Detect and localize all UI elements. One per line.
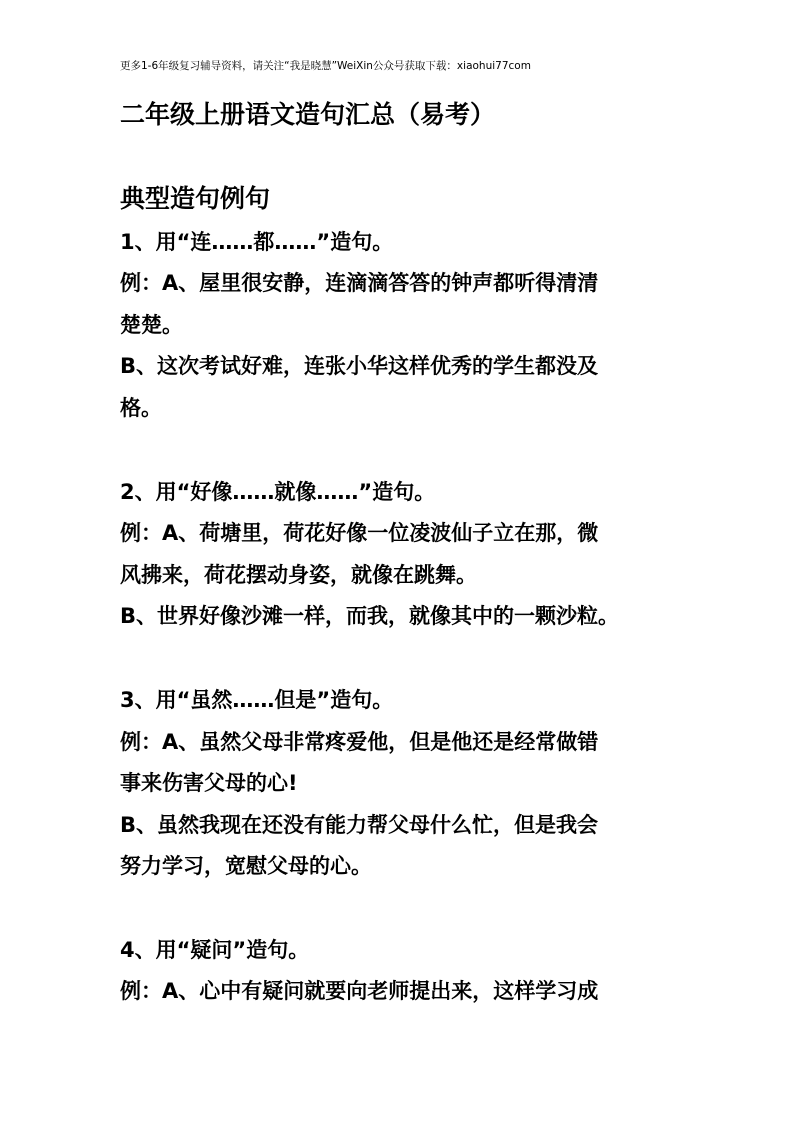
item-3-prompt: 3、用“虽然……但是”造句。 (120, 688, 394, 712)
item-3-example-a-line-1: 例：A、虽然父母非常疼爱他，但是他还是经常做错 (120, 730, 599, 754)
item-2-example-a-line-1: 例：A、荷塘里，荷花好像一位凌波仙子立在那，微 (120, 521, 599, 545)
section-heading: 典型造句例句 (120, 184, 271, 213)
item-2-prompt: 2、用“好像……就像……”造句。 (120, 480, 436, 504)
item-3-example-b-line-1: B、虽然我现在还没有能力帮父母什么忙，但是我会 (120, 813, 599, 837)
item-4-example-a-line-1: 例：A、心中有疑问就要向老师提出来，这样学习成 (120, 979, 599, 1003)
item-4-prompt: 4、用“疑问”造句。 (120, 938, 310, 962)
item-1-example-b-line-1: B、这次考试好难，连张小华这样优秀的学生都没及 (120, 354, 599, 378)
item-3-example-b-line-2: 努力学习，宽慰父母的心。 (120, 854, 372, 878)
item-2-example-a-line-2: 风拂来，荷花摆动身姿，就像在跳舞。 (120, 563, 477, 587)
item-3-example-a-line-2: 事来伤害父母的心! (120, 771, 298, 795)
item-1-example-a-line-2: 楚楚。 (120, 313, 183, 337)
document-title: 二年级上册语文造句汇总（易考） (120, 100, 496, 129)
item-2-example-b-line-1: B、世界好像沙滩一样，而我，就像其中的一颗沙粒。 (120, 604, 620, 628)
header-note: 更多1-6年级复习辅导资料，请关注“我是晓慧”WeiXin公众号获取下载：xiaohui77com (120, 60, 531, 72)
item-1-prompt: 1、用“连……都……”造句。 (120, 230, 394, 254)
item-1-example-a-line-1: 例：A、屋里很安静，连滴滴答答的钟声都听得清清 (120, 271, 599, 295)
item-1-example-b-line-2: 格。 (120, 396, 162, 420)
